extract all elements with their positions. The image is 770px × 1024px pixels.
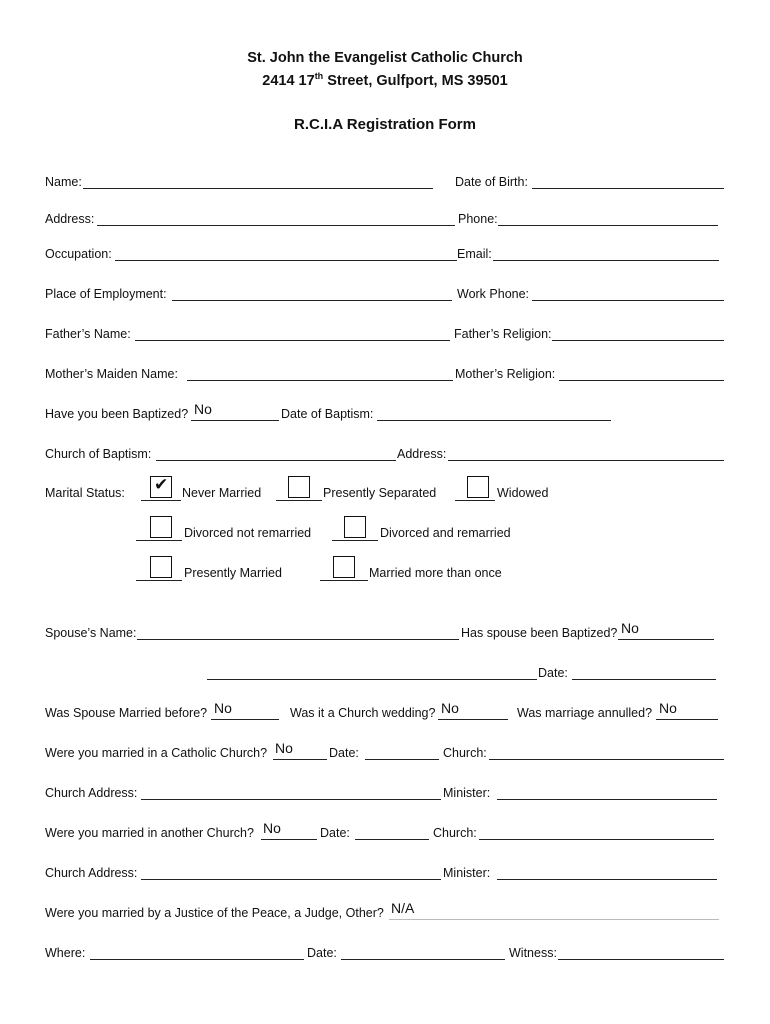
minister-label-1: Minister:	[443, 786, 491, 800]
divorced-remarried-checkbox[interactable]	[344, 516, 366, 538]
church-baptism-address-field[interactable]	[448, 460, 724, 461]
father-religion-field[interactable]	[552, 340, 724, 341]
employment-label: Place of Employment:	[45, 287, 167, 301]
annulled-label: Was marriage annulled?	[517, 706, 653, 720]
row-justice	[45, 900, 725, 926]
father-name-field[interactable]	[135, 340, 450, 341]
justice-field[interactable]	[389, 919, 719, 920]
widowed-checkbox[interactable]	[467, 476, 489, 498]
married-more-checkbox[interactable]	[333, 556, 355, 578]
spouse-church-date-label: Date:	[538, 666, 568, 680]
married-before-label: Was Spouse Married before?	[45, 706, 208, 720]
annulled-value: No	[659, 700, 677, 716]
row-occupation	[45, 247, 725, 267]
church-address-post: Street, Gulfport, MS 39501	[323, 72, 508, 89]
never-married-line	[141, 500, 181, 501]
checkmark-icon: ✔	[154, 475, 169, 494]
presently-separated-line	[276, 500, 322, 501]
divorced-not-remarried-label: Divorced not remarried	[184, 526, 312, 540]
where-field[interactable]	[90, 959, 304, 960]
catholic-church-label: Church:	[443, 746, 487, 760]
where-date-field[interactable]	[341, 959, 505, 960]
baptism-date-label: Date of Baptism:	[281, 407, 374, 421]
catholic-date-field[interactable]	[365, 759, 439, 760]
never-married-checkbox[interactable]	[150, 476, 172, 498]
justice-value: N/A	[391, 900, 415, 916]
occupation-field[interactable]	[115, 260, 457, 261]
church-address-pre: 2414 17	[262, 72, 315, 89]
other-church-label: Church:	[433, 826, 477, 840]
row-married-catholic	[45, 740, 725, 766]
spouse-church-date-field[interactable]	[572, 679, 716, 680]
row-married-before	[45, 700, 725, 726]
email-label: Email:	[457, 247, 492, 261]
row-baptized	[45, 401, 725, 427]
spouse-baptized-field[interactable]	[618, 639, 714, 640]
phone-field[interactable]	[498, 225, 718, 226]
married-before-value: No	[214, 700, 232, 716]
row-church-address-2	[45, 866, 725, 886]
minister-label-2: Minister:	[443, 866, 491, 880]
church-baptism-label: Church of Baptism:	[45, 447, 152, 461]
witness-label: Witness:	[509, 946, 557, 960]
witness-field[interactable]	[558, 959, 724, 960]
marital-status-label: Marital Status:	[45, 486, 125, 500]
widowed-line	[455, 500, 495, 501]
row-father	[45, 327, 725, 347]
father-religion-label: Father’s Religion:	[454, 327, 552, 341]
where-date-label: Date:	[307, 946, 337, 960]
row-where	[45, 946, 725, 966]
row-address	[45, 212, 725, 232]
annulled-field[interactable]	[656, 719, 718, 720]
church-name: St. John the Evangelist Catholic Church	[247, 50, 523, 66]
married-more-label: Married more than once	[369, 566, 502, 580]
mother-maiden-field[interactable]	[187, 380, 453, 381]
presently-separated-label: Presently Separated	[323, 486, 437, 500]
minister-field-1[interactable]	[497, 799, 717, 800]
spouse-name-field[interactable]	[137, 639, 459, 640]
married-catholic-field[interactable]	[273, 759, 327, 760]
church-address-label-2: Church Address:	[45, 866, 138, 880]
row-church-baptism	[45, 447, 725, 467]
never-married-label: Never Married	[182, 486, 262, 500]
presently-married-checkbox[interactable]	[150, 556, 172, 578]
occupation-label: Occupation:	[45, 247, 112, 261]
other-date-label: Date:	[320, 826, 350, 840]
married-more-line	[320, 580, 368, 581]
presently-married-label: Presently Married	[184, 566, 282, 580]
baptized-field[interactable]	[191, 420, 279, 421]
baptized-label: Have you been Baptized?	[45, 407, 189, 421]
other-date-field[interactable]	[355, 839, 429, 840]
church-address-field-2[interactable]	[141, 879, 441, 880]
church-address	[0, 71, 770, 89]
church-wedding-label: Was it a Church wedding?	[290, 706, 436, 720]
phone-label: Phone:	[458, 212, 498, 226]
name-field[interactable]	[83, 188, 433, 189]
church-baptism-address-label: Address:	[397, 447, 447, 461]
row-church-address-1	[45, 786, 725, 806]
married-other-value: No	[263, 820, 281, 836]
row-employment	[45, 287, 725, 307]
spouse-church-field[interactable]	[207, 679, 537, 680]
divorced-not-remarried-line	[136, 540, 182, 541]
married-catholic-label: Were you married in a Catholic Church?	[45, 746, 268, 760]
church-wedding-field[interactable]	[438, 719, 508, 720]
row-spouse	[45, 620, 725, 646]
married-before-field[interactable]	[211, 719, 279, 720]
presently-separated-checkbox[interactable]	[288, 476, 310, 498]
church-baptism-field[interactable]	[156, 460, 396, 461]
mother-religion-label: Mother’s Religion:	[455, 367, 556, 381]
church-address-label-1: Church Address:	[45, 786, 138, 800]
baptized-value: No	[194, 401, 212, 417]
email-field[interactable]	[493, 260, 719, 261]
father-name-label: Father’s Name:	[45, 327, 131, 341]
row-spouse-church	[45, 666, 725, 686]
dob-field[interactable]	[532, 188, 724, 189]
row-married-other	[45, 820, 725, 846]
spouse-baptized-value: No	[621, 620, 639, 636]
church-address-field-1[interactable]	[141, 799, 441, 800]
row-mother	[45, 367, 725, 387]
where-label: Where:	[45, 946, 86, 960]
other-church-field[interactable]	[479, 839, 714, 840]
church-address-sup: th	[314, 71, 324, 81]
married-other-field[interactable]	[261, 839, 317, 840]
mother-religion-field[interactable]	[559, 380, 724, 381]
justice-label: Were you married by a Justice of the Peace, a Judge, Other?	[45, 906, 384, 920]
church-wedding-value: No	[441, 700, 459, 716]
minister-field-2[interactable]	[497, 879, 717, 880]
work-phone-field[interactable]	[532, 300, 724, 301]
address-label: Address:	[45, 212, 95, 226]
name-label: Name:	[45, 175, 82, 189]
presently-married-line	[136, 580, 182, 581]
divorced-remarried-label: Divorced and remarried	[380, 526, 511, 540]
married-other-label: Were you married in another Church?	[45, 826, 254, 840]
dob-label: Date of Birth:	[455, 175, 528, 189]
divorced-remarried-line	[332, 540, 378, 541]
married-catholic-value: No	[275, 740, 293, 756]
widowed-label: Widowed	[497, 486, 549, 500]
baptism-date-field[interactable]	[377, 420, 611, 421]
spouse-baptized-label: Has spouse been Baptized?	[461, 626, 618, 640]
spouse-name-label: Spouse’s Name:	[45, 626, 137, 640]
catholic-date-label: Date:	[329, 746, 359, 760]
address-field[interactable]	[97, 225, 455, 226]
mother-maiden-label: Mother’s Maiden Name:	[45, 367, 178, 381]
divorced-not-remarried-checkbox[interactable]	[150, 516, 172, 538]
work-phone-label: Work Phone:	[457, 287, 530, 301]
employment-field[interactable]	[172, 300, 452, 301]
row-name	[45, 175, 725, 195]
catholic-church-field[interactable]	[489, 759, 724, 760]
form-title: R.C.I.A Registration Form	[294, 116, 476, 133]
